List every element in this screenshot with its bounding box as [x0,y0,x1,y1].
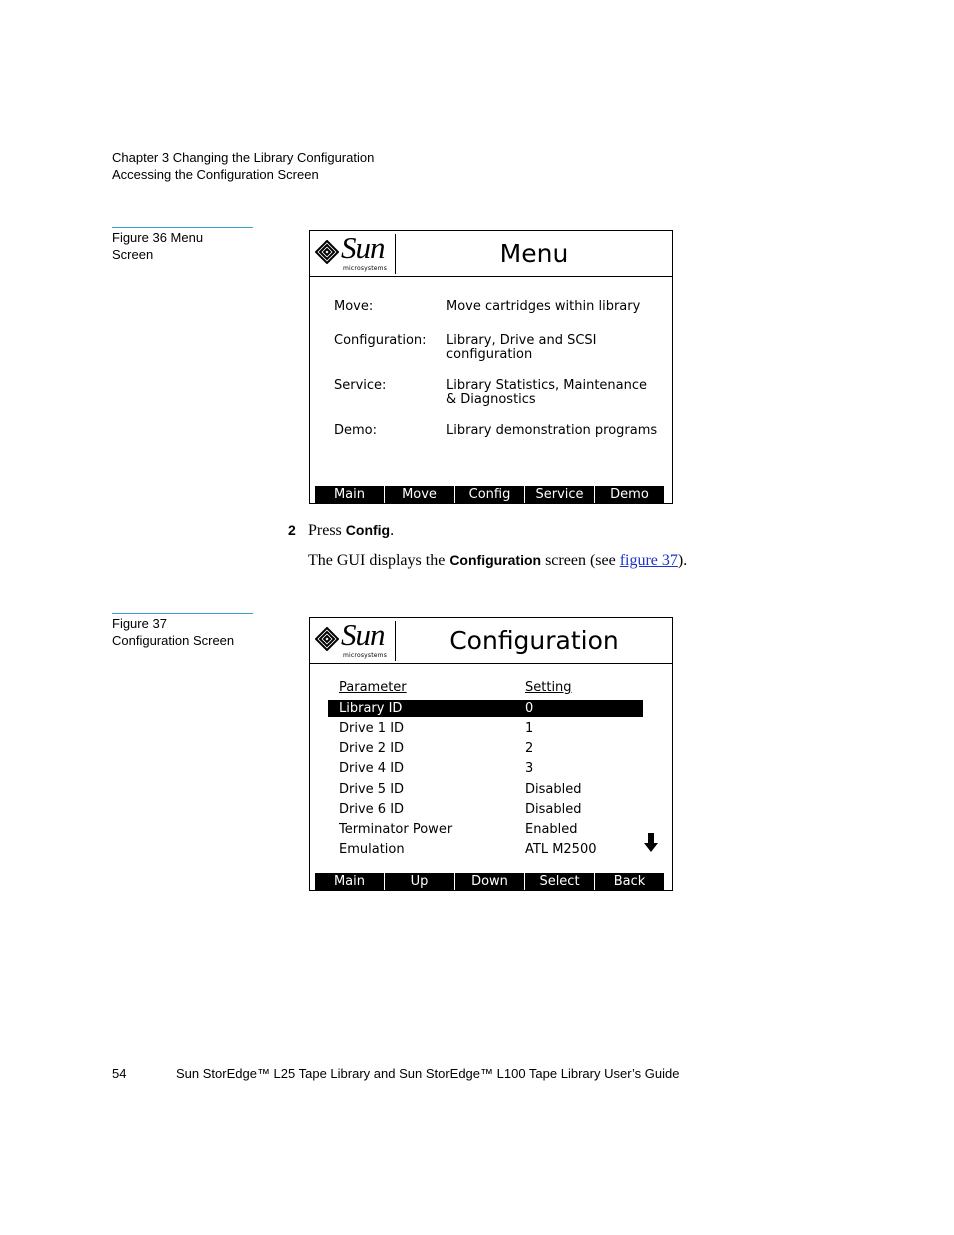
menu-item-key: Configuration: [334,333,427,348]
row-setting: 1 [525,721,534,736]
step-bold: Config [345,522,391,538]
sun-logo [313,617,396,661]
config-row[interactable] [328,781,643,798]
softkey-main[interactable]: Main [315,486,385,503]
softkey-bar [315,486,664,503]
menu-item-key: Demo: [334,423,378,438]
config-row[interactable] [328,760,643,777]
setting-header: Setting [525,680,572,695]
sun-logo-icon [315,627,339,651]
row-setting: 3 [525,761,534,776]
menu-item-desc: Library demonstration programs [446,423,658,438]
menu-item-desc: Move cartridges within library [446,299,641,314]
para-bold: Configuration [449,552,542,568]
parameter-header: Parameter [339,680,407,695]
row-param: Drive 1 ID [339,721,405,736]
running-header [112,149,374,183]
config-row[interactable] [328,740,643,757]
softkey-service[interactable]: Service [525,486,595,503]
caption-line: Figure 36 Menu [112,230,204,245]
logo-wordmark: Sun [341,617,385,652]
section-title: Accessing the Configuration Screen [112,167,319,182]
softkey-demo[interactable]: Demo [610,487,649,502]
column-headers [328,679,643,696]
menu-item-key: Move: [334,299,374,314]
step-suffix: . [390,522,395,539]
menu-item-desc: Library, Drive and SCSI configuration [446,333,597,362]
softkey-move[interactable]: Move [385,486,455,503]
config-row[interactable] [328,841,643,858]
softkey-main[interactable]: Main [315,873,385,890]
config-row[interactable] [328,720,643,737]
row-param: Drive 5 ID [339,782,405,797]
row-setting: ATL M2500 [525,842,597,857]
figure-37-caption [112,613,253,649]
softkey-up[interactable]: Up [385,873,455,890]
sun-logo-icon [315,240,339,264]
softkey-down[interactable]: Down [455,873,525,890]
step-text [308,522,394,540]
logo-subtext: microsystems [343,265,388,272]
row-param: Emulation [339,842,405,857]
softkey-bar [315,873,664,890]
row-setting: 2 [525,741,534,756]
caption-line: Figure 37 [112,616,167,631]
step-number: 2 [288,522,296,538]
step-prefix: Press [308,522,346,539]
screen-header [310,231,672,277]
footer-title: Sun StorEdge™ L25 Tape Library and Sun StorEdge™ L100 Tape Library User’s Guide [176,1066,680,1081]
sun-logo [313,230,396,274]
page-number: 54 [112,1066,127,1081]
configuration-screen [309,617,673,891]
row-param: Drive 4 ID [339,761,405,776]
row-setting: Disabled [525,782,582,797]
logo-wordmark: Sun [341,230,385,265]
para-text: The GUI displays the [308,552,450,569]
figure-37-link[interactable]: figure 37 [619,552,678,569]
para-text: ). [677,552,688,569]
logo-subtext: microsystems [343,652,388,659]
config-row[interactable] [328,801,643,818]
scroll-down-arrow-icon[interactable] [644,833,658,853]
screen-title: Configuration [449,626,619,655]
menu-item-desc: Library Statistics, Maintenance & Diagnostics [446,378,647,407]
caption-line: Screen [112,247,154,262]
config-row[interactable] [328,821,643,838]
row-param: Drive 6 ID [339,802,405,817]
softkey-select[interactable]: Select [525,873,595,890]
menu-screen [309,230,673,504]
screen-title: Menu [499,239,569,268]
para-text: screen (see [541,552,620,569]
row-param: Terminator Power [339,822,453,837]
softkey-back[interactable]: Back [613,874,646,889]
row-setting: 0 [525,701,534,716]
chapter-title: Chapter 3 Changing the Library Configuration [112,150,375,165]
caption-line: Configuration Screen [112,633,235,648]
row-setting: Disabled [525,802,582,817]
row-setting: Enabled [525,822,578,837]
figure-36-caption [112,227,253,263]
screen-header [310,618,672,664]
row-param: Library ID [339,701,403,716]
row-param: Drive 2 ID [339,741,405,756]
menu-item-key: Service: [334,378,387,393]
body-paragraph [308,552,687,570]
config-row-library-id[interactable] [328,700,643,717]
softkey-config[interactable]: Config [455,486,525,503]
